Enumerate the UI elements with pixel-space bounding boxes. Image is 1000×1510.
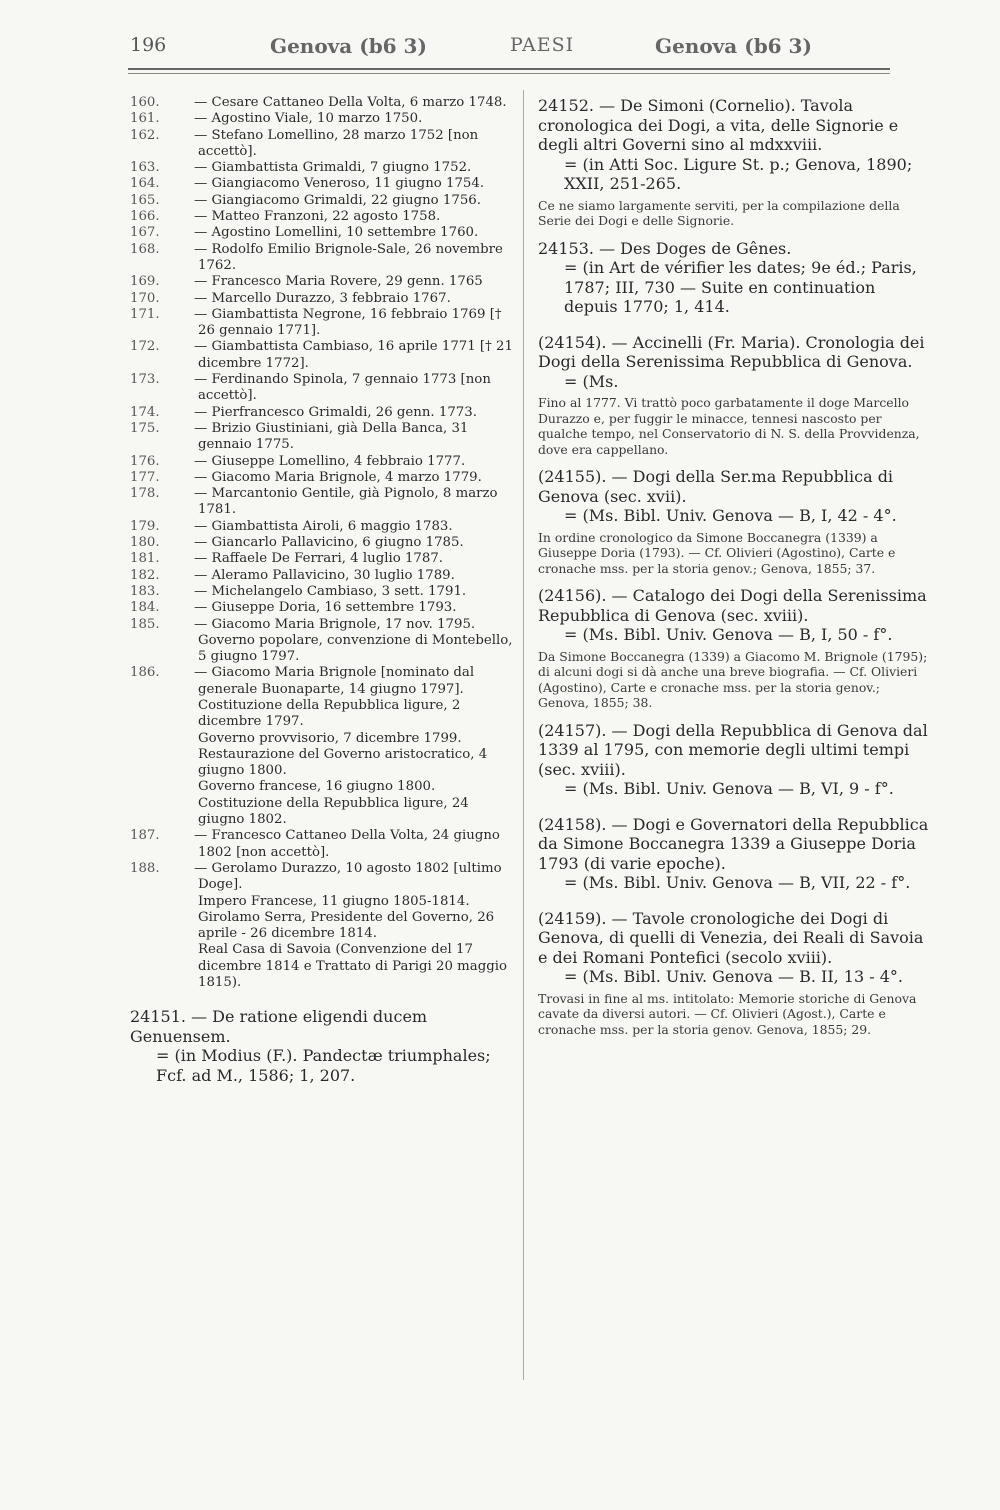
doge-item: 163. — Giambattista Grimaldi, 7 giugno 1752. (130, 160, 472, 176)
entry-title: (24159). — Tavole cronologiche dei Dogi di Genova, di quelli di Venezia, dei Reali di Savoia e dei Romani Pontefici (secolo xviii). (538, 908, 924, 967)
doge-item: 185. — Giacomo Maria Brignole, 17 nov. 1795. (130, 616, 476, 632)
column-divider (523, 90, 524, 1380)
entry-reference: = (in Atti Soc. Ligure St. p.; Genova, 1890; XXII, 251-265. (564, 154, 913, 193)
doge-item: 182. — Aleramo Pallavicino, 30 luglio 1789. (130, 567, 455, 583)
entry-title: 24151. — De ratione eligendi ducem Genuensem. (130, 1007, 428, 1046)
doge-note: Costituzione della Repubblica ligure, 2 dicembre 1797. (198, 697, 461, 730)
doge-item: 180. — Giancarlo Pallavicino, 6 giugno 1785. (130, 535, 464, 551)
doge-item: 187. — Francesco Cattaneo Della Volta, 24 giugno 1802 [non accettò]. (130, 828, 500, 860)
doge-item: 170. — Marcello Durazzo, 3 febbraio 1767. (130, 290, 451, 306)
doge-item: 183. — Michelangelo Cambiaso, 3 sett. 1791. (130, 583, 467, 599)
bibliography-entry-24159 (538, 909, 933, 987)
entry-reference: = (in Modius (F.). Pandectæ triumphales; Fcf. ad M., 1586; 1, 207. (156, 1046, 491, 1085)
doge-item: 169. — Francesco Maria Rovere, 29 genn. 1765 (130, 274, 483, 290)
doge-list (130, 95, 515, 633)
bibliography-entry-24153 (538, 239, 933, 317)
bibliography-entry-24151 (130, 1007, 515, 1085)
doge-item: 179. — Giambattista Airoli, 6 maggio 1783. (130, 518, 453, 534)
bibliography-entry-24152 (538, 96, 933, 194)
doge-note: Governo popolare, convenzione di Montebello, 5 giugno 1797. (198, 632, 513, 665)
doge-item: 188. — Gerolamo Durazzo, 10 agosto 1802 [ultimo Doge]. (130, 860, 502, 893)
doge-item: 172. — Giambattista Cambiaso, 16 aprile 1771 [† 21 dicembre 1772]. (130, 339, 513, 371)
doge-item: 178. — Marcantonio Gentile, già Pignolo, 8 marzo 1781. (130, 486, 498, 518)
entry-note: Trovasi in fine al ms. intitolato: Memorie storiche di Genova cavate da diversi autori. — Cf. Olivieri (Agost.), Carte e cronache mss. per la storia genov. Genova, 1855; 29. (538, 990, 917, 1037)
bibliography-entry-24157 (538, 721, 933, 799)
header-rule (128, 68, 890, 70)
header-rule-thin (128, 73, 890, 74)
entry-reference: = (Ms. Bibl. Univ. Genova — B, I, 50 - f°. (564, 625, 893, 644)
entry-note: Fino al 1777. Vi trattò poco garbatamente il doge Marcello Durazzo e, per fuggir le minacce, tennesi nascosto per qualche tempo, nel Conservatorio di N. S. della Provvidenza, dove era cappellano. (538, 395, 920, 457)
doge-item: 164. — Giangiacomo Veneroso, 11 giugno 1754. (130, 176, 485, 192)
page-header (130, 28, 890, 68)
running-title-left: Genova (b6 3) (270, 34, 427, 58)
entry-note: Da Simone Boccanegra (1339) a Giacomo M. Brignole (1795); di alcuni dogi si dà anche una breve biografia. — Cf. Olivieri (Agostino), Carte e cronache mss. per la storia genov.; Genova, 1855; 38. (538, 648, 928, 710)
entry-title: 24153. — Des Doges de Gênes. (538, 238, 792, 258)
doge-note: Governo provvisorio, 7 dicembre 1799. (198, 730, 462, 746)
doge-note: Impero Francese, 11 giugno 1805-1814. (198, 893, 470, 909)
entry-title: (24158). — Dogi e Governatori della Repubblica da Simone Boccanegra 1339 a Giuseppe Doria 1793 (di varie epoche). (538, 814, 929, 873)
left-column (130, 95, 515, 1085)
doge-item: 161. — Agostino Viale, 10 marzo 1750. (130, 111, 423, 127)
doge-note: Governo francese, 16 giugno 1800. (198, 779, 436, 795)
doge-note: Costituzione della Repubblica ligure, 24 giugno 1802. (198, 795, 469, 828)
doge-item: 162. — Stefano Lomellino, 28 marzo 1752 [non accettò]. (130, 127, 479, 159)
doge-item: 176. — Giuseppe Lomellino, 4 febbraio 1777. (130, 453, 466, 469)
entry-reference: = (in Art de vérifier les dates; 9e éd.; Paris, 1787; III, 730 — Suite en continuation depuis 1770; 1, 414. (564, 258, 917, 316)
entry-title: (24154). — Accinelli (Fr. Maria). Cronologia dei Dogi della Serenissima Repubblica di Genova. (538, 332, 925, 371)
entry-reference: = (Ms. Bibl. Univ. Genova — B. II, 13 - 4°. (564, 967, 904, 986)
entry-reference: = (Ms. (564, 371, 619, 391)
entry-title: (24156). — Catalogo dei Dogi della Serenissima Repubblica di Genova (sec. xviii). (538, 586, 927, 625)
doge-item: 184. — Giuseppe Doria, 16 settembre 1793. (130, 600, 457, 616)
right-column (538, 90, 933, 1047)
doge-item: 166. — Matteo Franzoni, 22 agosto 1758. (130, 209, 441, 225)
doge-note: Restaurazione del Governo aristocratico, 4 giugno 1800. (198, 746, 488, 779)
doge-item: 181. — Raffaele De Ferrari, 4 luglio 1787. (130, 551, 444, 567)
doge-item: 175. — Brizio Giustiniani, già Della Banca, 31 gennaio 1775. (130, 420, 469, 453)
entry-title: (24155). — Dogi della Ser.ma Repubblica di Genova (sec. xvii). (538, 467, 894, 506)
page-number: 196 (130, 34, 167, 56)
running-title-right: Genova (b6 3) (655, 34, 812, 58)
running-title-center: PAESI (510, 34, 575, 56)
entry-reference: = (Ms. Bibl. Univ. Genova — B, VI, 9 - f°. (564, 779, 894, 798)
doge-item: 177. — Giacomo Maria Brignole, 4 marzo 1779. (130, 469, 482, 485)
doge-item: 167. — Agostino Lomellini, 10 settembre 1760. (130, 225, 479, 241)
bibliography-entry-24154 (538, 333, 933, 392)
bibliography-entry-24155 (538, 467, 933, 526)
entry-note: In ordine cronologico da Simone Boccanegra (1339) a Giuseppe Doria (1793). — Cf. Olivieri (Agostino), Carte e cronache mss. per la storia genov.; Genova, 1855; 37. (538, 529, 896, 576)
entry-note: Ce ne siamo largamente serviti, per la compilazione della Serie dei Dogi e delle Signorie. (538, 197, 900, 228)
entry-reference: = (Ms. Bibl. Univ. Genova — B, I, 42 - 4°. (564, 506, 897, 525)
doge-item: 165. — Giangiacomo Grimaldi, 22 giugno 1756. (130, 192, 481, 208)
doge-item: 168. — Rodolfo Emilio Brignole-Sale, 26 novembre 1762. (130, 241, 503, 273)
entry-title: (24157). — Dogi della Repubblica di Genova dal 1339 al 1795, con memorie degli ultimi tempi (sec. xviii). (538, 720, 928, 779)
doge-note: Girolamo Serra, Presidente del Governo, 26 aprile - 26 dicembre 1814. (198, 909, 495, 942)
doge-item: 160. — Cesare Cattaneo Della Volta, 6 marzo 1748. (130, 95, 507, 110)
doge-note: Real Casa di Savoia (Convenzione del 17 dicembre 1814 e Trattato di Parigi 20 maggio 1815). (198, 942, 507, 991)
doge-item: 186. — Giacomo Maria Brignole [nominato dal generale Buonaparte, 14 giugno 1797]. (130, 665, 475, 697)
doge-item: 174. — Pierfrancesco Grimaldi, 26 genn. 1773. (130, 404, 477, 420)
bibliography-entry-24156 (538, 586, 933, 645)
bibliography-entry-24158 (538, 815, 933, 893)
entry-reference: = (Ms. Bibl. Univ. Genova — B, VII, 22 - f°. (564, 873, 911, 892)
doge-item: 173. — Ferdinando Spinola, 7 gennaio 1773 [non accettò]. (130, 372, 491, 404)
doge-item: 171. — Giambattista Negrone, 16 febbraio 1769 [† 26 gennaio 1771]. (130, 306, 502, 339)
entry-title: 24152. — De Simoni (Cornelio). Tavola cronologica dei Dogi, a vita, delle Signorie e degli altri Governi sino al mdxxviii. (538, 96, 899, 154)
